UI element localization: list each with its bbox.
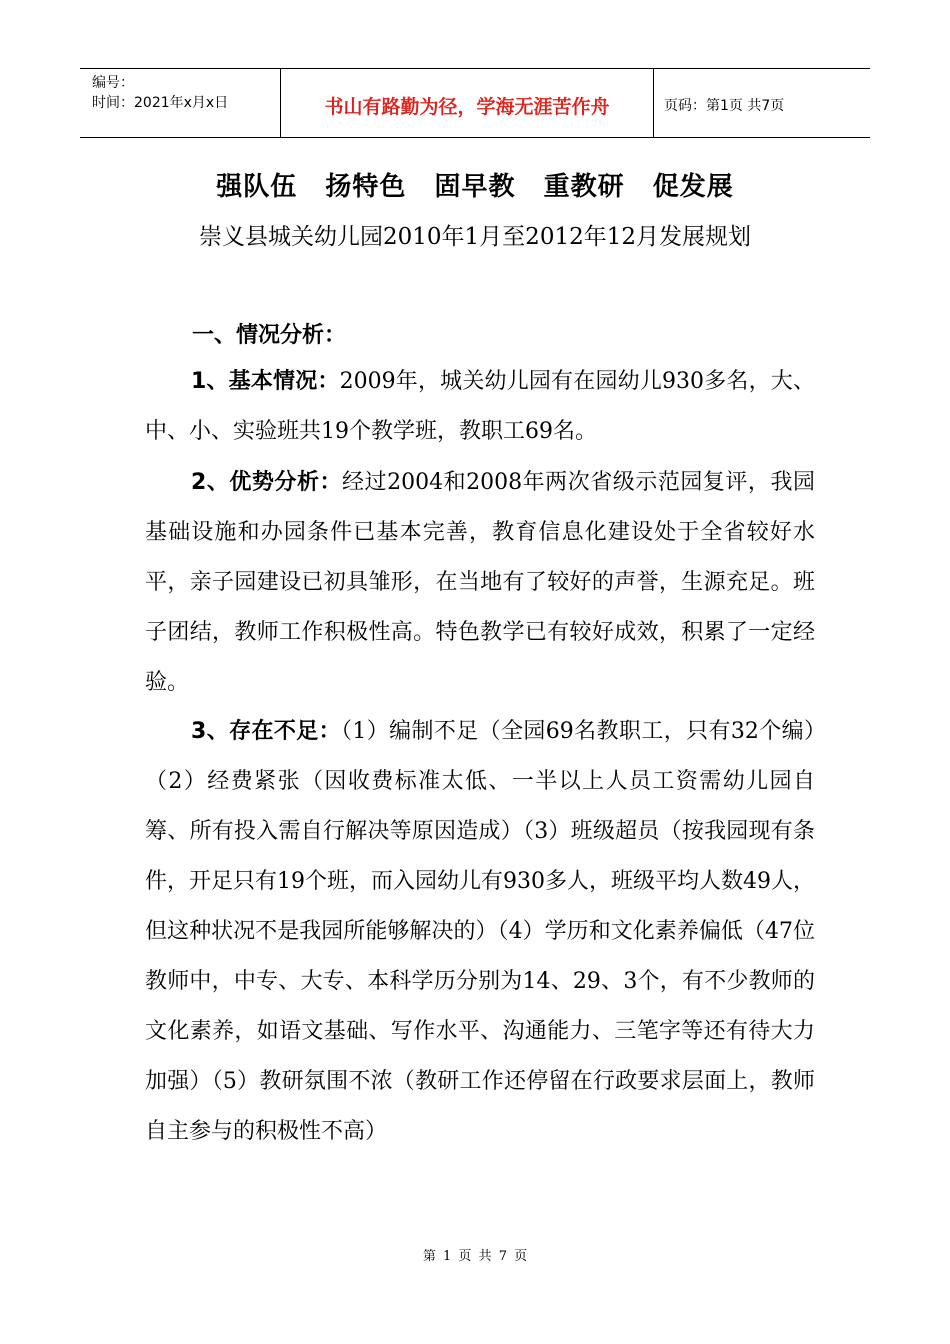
number-label: 编号： <box>92 75 134 91</box>
paragraph-text: 2009年，城关幼儿园有在园幼儿930多名，大、中、小、实验班共19个教学班，教职工69名。 <box>145 369 815 444</box>
header-table <box>80 68 870 138</box>
section-heading: 一、情况分析： <box>192 323 347 348</box>
time-label: 时间：2021年x月x日 <box>92 95 229 111</box>
paragraph-advantages <box>145 458 815 708</box>
paragraph-label: 3、存在不足： <box>191 719 341 744</box>
paragraph-label: 2、优势分析： <box>191 470 343 495</box>
paragraph-text: （1）编制不足（全园69名教职工，只有32个编）（2）经费紧张（因收费标准太低、一半以上人员工资需幼儿园自筹、所有投入需自行解决等原因造成）（3）班级超员（按我园现有条件，开足只有19个班，而入园幼儿有930多人，班级平均人数49人，但这种状况不是我园所能够解决的）（4）学历和文化素养偏低（47位教师中，中专、大专、本科学历分别为14、29、3个，有不少教师的文化素养，如语文基础、写作水平、沟通能力、三笔字等还有待大力加强）（5）教研氛围不浓（教研工作还停留在行政要求层面上，教师自主参与的积极性不高） <box>145 719 815 1144</box>
header-motto: 书山有路勤为径，学海无涯苦作舟 <box>281 69 654 137</box>
header-page-info: 页码：第1页 共7页 <box>664 98 785 114</box>
document-title: 强队伍 扬特色 固早教 重教研 促发展 <box>216 172 734 202</box>
paragraph-text: 经过2004和2008年两次省级示范园复评，我园基础设施和办园条件已基本完善，教育信息化建设处于全省较好水平，亲子园建设已初具雏形，在当地有了较好的声誉，生源充足。班子团结，教师工作积极性高。特色教学已有较好成效，积累了一定经验。 <box>145 470 815 695</box>
paragraph-label: 1、基本情况： <box>191 369 340 394</box>
paragraph-shortcomings <box>145 707 815 1157</box>
document-subtitle: 崇义县城关幼儿园2010年1月至2012年12月发展规划 <box>199 224 751 250</box>
paragraph-basic-situation <box>145 357 815 457</box>
page-footer: 第 1 页 共 7 页 <box>422 1249 528 1264</box>
header-meta <box>80 69 281 137</box>
